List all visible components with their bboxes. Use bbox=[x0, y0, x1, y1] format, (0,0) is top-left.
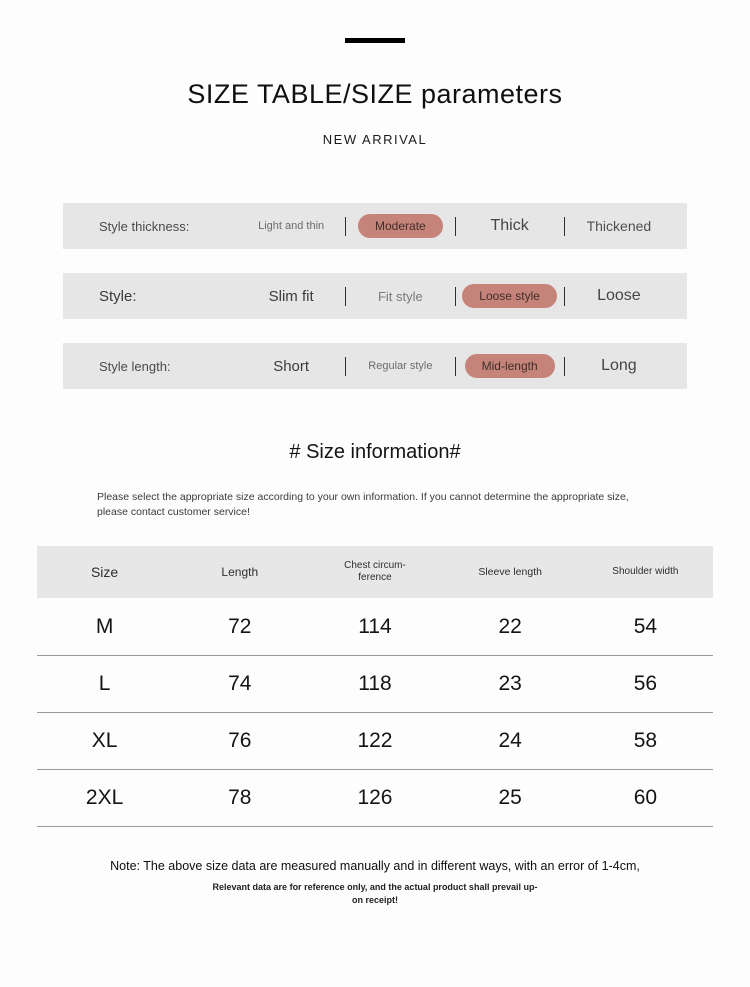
table-row-m bbox=[37, 598, 713, 655]
top-accent-bar bbox=[345, 38, 405, 43]
cell-length: 76 bbox=[172, 712, 307, 769]
page-subtitle: NEW ARRIVAL bbox=[322, 132, 428, 147]
table-header-sleeve-label: Sleeve length bbox=[478, 565, 542, 578]
style-options-section bbox=[63, 203, 687, 389]
cell-shoulder: 56 bbox=[578, 655, 713, 712]
table-header-size: Size bbox=[37, 546, 172, 598]
selected-pill: Mid-length bbox=[465, 354, 555, 378]
option-regular-style[interactable]: Regular style bbox=[368, 360, 433, 372]
cell-shoulder: 58 bbox=[578, 712, 713, 769]
option-light-and-thin[interactable]: Light and thin bbox=[258, 220, 325, 232]
cell-size: 2XL bbox=[37, 769, 172, 826]
cell-chest: 126 bbox=[307, 769, 442, 826]
option-row-label: Style length: bbox=[99, 358, 171, 374]
cell-chest: 118 bbox=[307, 655, 442, 712]
option-loose[interactable]: Loose bbox=[597, 287, 641, 304]
cell-length: 72 bbox=[172, 598, 307, 655]
selected-pill: Moderate bbox=[358, 214, 443, 238]
size-info-heading: # Size information# bbox=[289, 441, 461, 463]
table-header-row bbox=[37, 546, 713, 598]
cell-shoulder: 60 bbox=[578, 769, 713, 826]
size-info-note: Please select the appropriate size according to your own information. If you cannot determine the appropriate size, please contact customer service! bbox=[97, 491, 629, 519]
table-header-shoulder-label: Shoulder width bbox=[612, 566, 679, 578]
cell-shoulder: 54 bbox=[578, 598, 713, 655]
table-row-l bbox=[37, 655, 713, 712]
table-header-chest-label: Chest circum-ference bbox=[344, 559, 406, 584]
option-moderate-selected[interactable] bbox=[346, 214, 454, 238]
table-header-shoulder bbox=[578, 546, 713, 598]
cell-size: XL bbox=[37, 712, 172, 769]
cell-sleeve: 23 bbox=[443, 655, 578, 712]
cell-size: M bbox=[37, 598, 172, 655]
cell-chest: 114 bbox=[307, 598, 442, 655]
table-header-chest bbox=[307, 546, 442, 598]
option-thickened[interactable]: Thickened bbox=[586, 218, 652, 234]
cell-length: 78 bbox=[172, 769, 307, 826]
option-loose-style-selected[interactable] bbox=[456, 284, 564, 308]
cell-chest: 122 bbox=[307, 712, 442, 769]
option-items bbox=[237, 284, 673, 308]
option-fit-style[interactable]: Fit style bbox=[377, 288, 423, 304]
option-thick[interactable]: Thick bbox=[490, 217, 529, 234]
table-header-length: Length bbox=[172, 546, 307, 598]
selected-pill: Loose style bbox=[462, 284, 557, 308]
option-row-label: Style: bbox=[99, 287, 137, 305]
cell-length: 74 bbox=[172, 655, 307, 712]
option-slim-fit[interactable]: Slim fit bbox=[268, 287, 314, 305]
option-mid-length-selected[interactable] bbox=[456, 354, 564, 378]
option-row-length bbox=[63, 343, 687, 389]
footer-note: Note: The above size data are measured manually and in different ways, with an error of 1-4cm, bbox=[110, 858, 640, 873]
option-items bbox=[237, 214, 673, 238]
option-row-style bbox=[63, 273, 687, 319]
option-row-label: Style thickness: bbox=[99, 218, 190, 234]
cell-sleeve: 24 bbox=[443, 712, 578, 769]
cell-size: L bbox=[37, 655, 172, 712]
footer-subnote-line1: Relevant data are for reference only, and the actual product shall prevail up- bbox=[212, 881, 538, 892]
table-header-sleeve bbox=[443, 546, 578, 598]
table-row-2xl bbox=[37, 769, 713, 826]
footer-subnote-line2: on receipt! bbox=[351, 895, 398, 906]
size-table bbox=[37, 546, 713, 827]
page-title: SIZE TABLE/SIZE parameters bbox=[187, 79, 563, 109]
option-items bbox=[237, 354, 673, 378]
option-long[interactable]: Long bbox=[601, 357, 637, 374]
cell-sleeve: 25 bbox=[443, 769, 578, 826]
option-row-thickness bbox=[63, 203, 687, 249]
option-short[interactable]: Short bbox=[273, 357, 310, 375]
footer-subnote bbox=[0, 881, 750, 908]
table-row-xl bbox=[37, 712, 713, 769]
cell-sleeve: 22 bbox=[443, 598, 578, 655]
